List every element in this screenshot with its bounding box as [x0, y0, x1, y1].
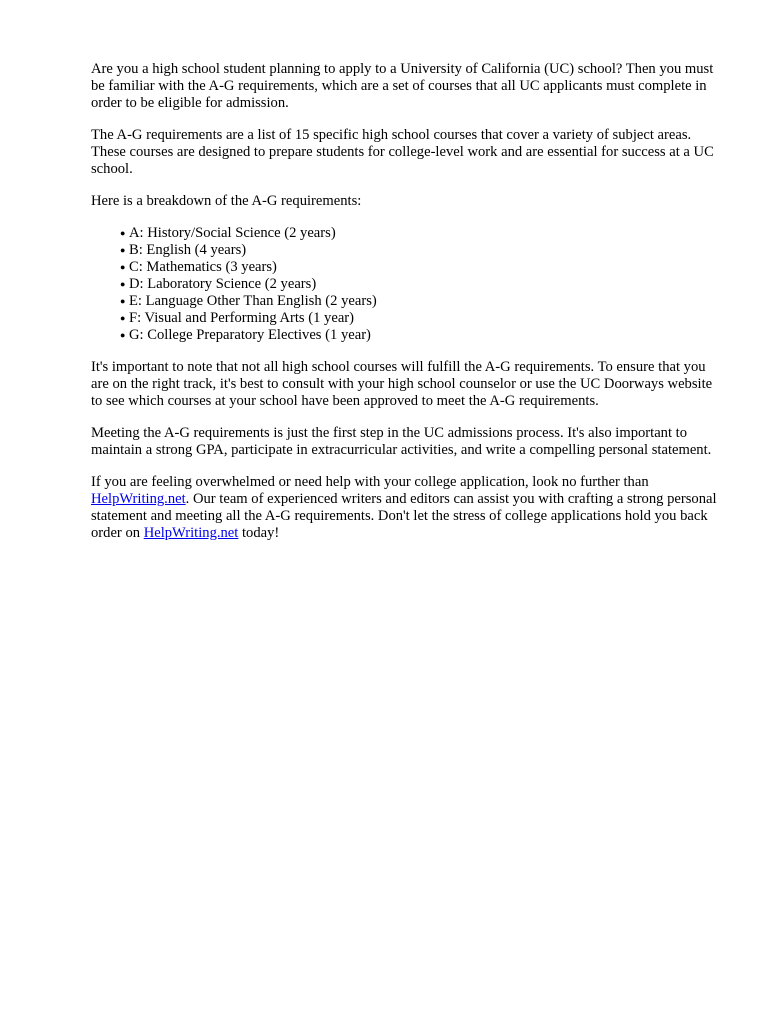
bullet-icon: ● [120, 313, 126, 323]
list-item [120, 259, 723, 276]
requirement-label: B: English (4 years) [129, 242, 247, 258]
list-item [120, 327, 723, 344]
closing-paragraph [91, 474, 723, 542]
next-steps-paragraph: Meeting the A-G requirements is just the first step in the UC admissions process. It's also important to maintain a strong GPA, participate in extracurricular activities, and write a compelling personal statement. [91, 425, 712, 458]
bullet-icon: ● [120, 279, 126, 289]
closing-text-2: . Our team of experienced writers and editors can assist you with crafting a strong personal statement and meeting all the A-G requirements. Don't let the stress of college applications hold you back [91, 491, 717, 524]
requirement-label: F: Visual and Performing Arts (1 year) [129, 310, 355, 326]
breakdown-intro-paragraph: Here is a breakdown of the A-G requirements: [91, 193, 362, 209]
closing-text-4: today! [238, 525, 280, 541]
list-item [120, 293, 723, 310]
list-item [120, 242, 723, 259]
list-item [120, 310, 723, 327]
document-page [91, 61, 723, 557]
bullet-icon: ● [120, 228, 126, 238]
helpwriting-link[interactable]: HelpWriting.net [91, 491, 186, 507]
closing-text-1: If you are feeling overwhelmed or need help with your college application, look no further than [91, 474, 649, 490]
requirements-list [91, 225, 723, 344]
list-item [120, 276, 723, 293]
helpwriting-link-2[interactable]: HelpWriting.net [143, 525, 239, 541]
requirement-label: E: Language Other Than English (2 years) [129, 293, 377, 309]
list-item [120, 225, 723, 242]
requirement-label: D: Laboratory Science (2 years) [129, 276, 317, 292]
requirement-label: A: History/Social Science (2 years) [129, 225, 336, 241]
definition-paragraph: The A-G requirements are a list of 15 specific high school courses that cover a variety of subject areas. These courses are designed to prepare students for college-level work and are essential for success at a UC school. [91, 127, 714, 177]
bullet-icon: ● [120, 245, 126, 255]
bullet-icon: ● [120, 296, 126, 306]
intro-paragraph: Are you a high school student planning to apply to a University of California (UC) school? Then you must be familiar with the A-G requirements, which are a set of courses that all UC applicants must complete in order to be eligible for admission. [91, 61, 714, 111]
closing-text-3: order on [91, 525, 144, 541]
bullet-icon: ● [120, 262, 126, 272]
requirement-label: C: Mathematics (3 years) [129, 259, 277, 275]
note-paragraph: It's important to note that not all high school courses will fulfill the A-G requirements. To ensure that you are on the right track, it's best to consult with your high school counselor or use the UC Doorways website to see which courses at your school have been approved to meet the A-G requirements. [91, 359, 713, 409]
requirement-label: G: College Preparatory Electives (1 year) [129, 327, 371, 343]
bullet-icon: ● [120, 330, 126, 340]
